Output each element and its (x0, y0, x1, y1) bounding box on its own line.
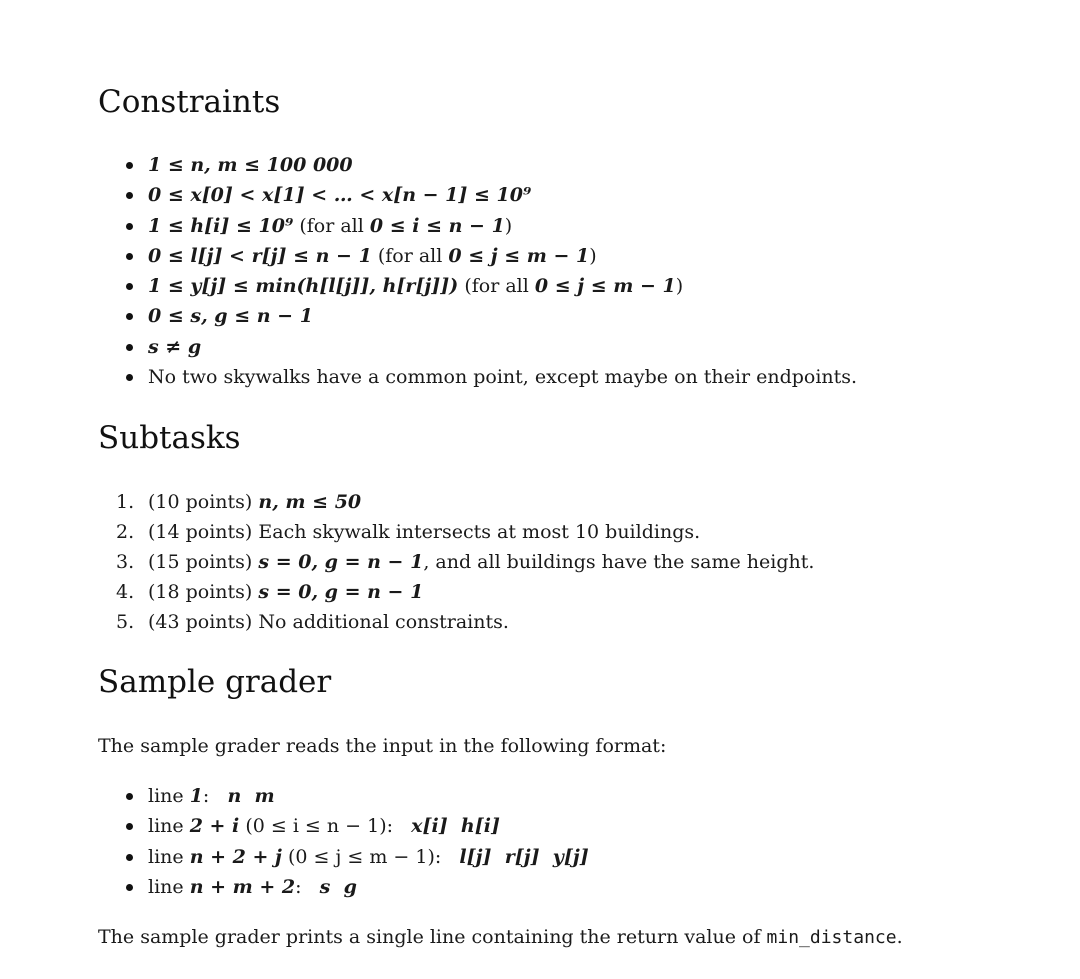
grader-intro-text: The sample grader reads the input in the following format: (98, 735, 667, 757)
constraint-text: (for all (458, 275, 535, 298)
subtask-points: (14 points) (148, 521, 259, 543)
line-prefix: line (148, 785, 190, 807)
subtask-item (116, 547, 814, 577)
constraint-item (126, 180, 857, 210)
grader-output-text (98, 922, 903, 953)
line-prefix: line (148, 845, 190, 868)
constraints-heading: Constraints (98, 84, 281, 120)
constraint-math: s ≠ g (148, 335, 202, 358)
subtask-item (116, 607, 814, 637)
subtask-item (116, 577, 814, 607)
constraint-math: 0 ≤ l[j] < r[j] ≤ n − 1 (148, 244, 372, 267)
subtask-math: s = 0, g = n − 1 (258, 581, 424, 603)
subtask-math: n, m ≤ 50 (258, 491, 362, 513)
input-format-line (126, 872, 589, 902)
subtask-text: , and all buildings have the same height. (423, 551, 815, 573)
constraint-math-range: 0 ≤ j ≤ m − 1 (448, 244, 590, 267)
constraint-text: (for all (293, 214, 370, 237)
line-colon: : (434, 845, 460, 868)
line-condition: (0 ≤ j ≤ m − 1) (281, 845, 435, 868)
subtasks-heading: Subtasks (98, 420, 241, 456)
line-number-math: 2 + i (189, 815, 240, 838)
constraint-text-close: ) (504, 214, 513, 237)
subtask-points: (43 points) (148, 611, 259, 633)
input-format-line (126, 811, 589, 841)
constraint-text-close: ) (589, 244, 597, 267)
subtask-number: 3. (116, 551, 135, 573)
constraint-text: No two skywalks have a common point, except maybe on their endpoints. (148, 366, 858, 389)
constraint-item (126, 332, 857, 362)
subtask-points: (18 points) (148, 581, 259, 603)
constraint-item (126, 301, 857, 331)
constraint-item (126, 150, 857, 180)
sample-grader-heading: Sample grader (98, 664, 332, 700)
constraint-item (126, 362, 857, 392)
subtask-points: (15 points) (148, 551, 259, 573)
constraint-math: 1 ≤ y[j] ≤ min(h[l[j]], h[r[j]]) (148, 275, 459, 298)
constraint-text-close: ) (675, 275, 684, 298)
input-format-line (126, 781, 589, 811)
function-name-code: min_distance (766, 927, 897, 948)
constraint-math: 0 ≤ s, g ≤ n − 1 (148, 305, 313, 328)
subtask-item (116, 517, 814, 547)
grader-output-period: . (896, 926, 903, 948)
grader-output-sentence: The sample grader prints a single line containing the return value of (98, 926, 767, 948)
line-number-math: n + 2 + j (189, 845, 282, 868)
line-prefix: line (148, 875, 190, 898)
constraint-item (126, 271, 857, 301)
subtask-text: No additional constraints. (258, 611, 509, 633)
line-prefix: line (148, 815, 190, 838)
constraint-math-range: 0 ≤ j ≤ m − 1 (534, 275, 676, 298)
subtasks-list (116, 487, 814, 637)
constraint-math: 1 ≤ n, m ≤ 100 000 (148, 154, 353, 176)
constraint-math: 1 ≤ h[i] ≤ 10⁹ (148, 214, 294, 237)
subtask-points: (10 points) (148, 491, 259, 513)
constraints-list (126, 150, 857, 392)
constraint-math-range: 0 ≤ i ≤ n − 1 (369, 214, 505, 237)
constraint-item (126, 241, 857, 271)
line-variables: l[j] r[j] y[j] (459, 845, 589, 868)
constraint-item (126, 211, 857, 241)
subtask-number: 4. (116, 581, 135, 603)
line-colon: : (202, 785, 228, 807)
subtask-item (116, 487, 814, 517)
line-colon: : (386, 815, 412, 838)
line-variables: s g (319, 875, 357, 898)
constraint-text: (for all (371, 244, 449, 267)
line-number-math: n + m + 2 (189, 875, 296, 898)
line-condition: (0 ≤ i ≤ n − 1) (239, 815, 387, 838)
input-format-line (126, 842, 589, 872)
line-variables: x[i] h[i] (411, 815, 500, 838)
subtask-number: 2. (116, 521, 135, 543)
subtask-number: 1. (116, 491, 135, 513)
line-colon: : (295, 875, 320, 898)
line-number-math: 1 (189, 785, 203, 807)
subtask-number: 5. (116, 611, 135, 633)
input-format-list (126, 781, 589, 902)
constraint-math: 0 ≤ x[0] < x[1] < … < x[n − 1] ≤ 10⁹ (148, 184, 532, 207)
subtask-text: Each skywalk intersects at most 10 buildings. (258, 521, 701, 543)
line-variables: n m (227, 785, 275, 807)
subtask-math: s = 0, g = n − 1 (258, 551, 424, 573)
